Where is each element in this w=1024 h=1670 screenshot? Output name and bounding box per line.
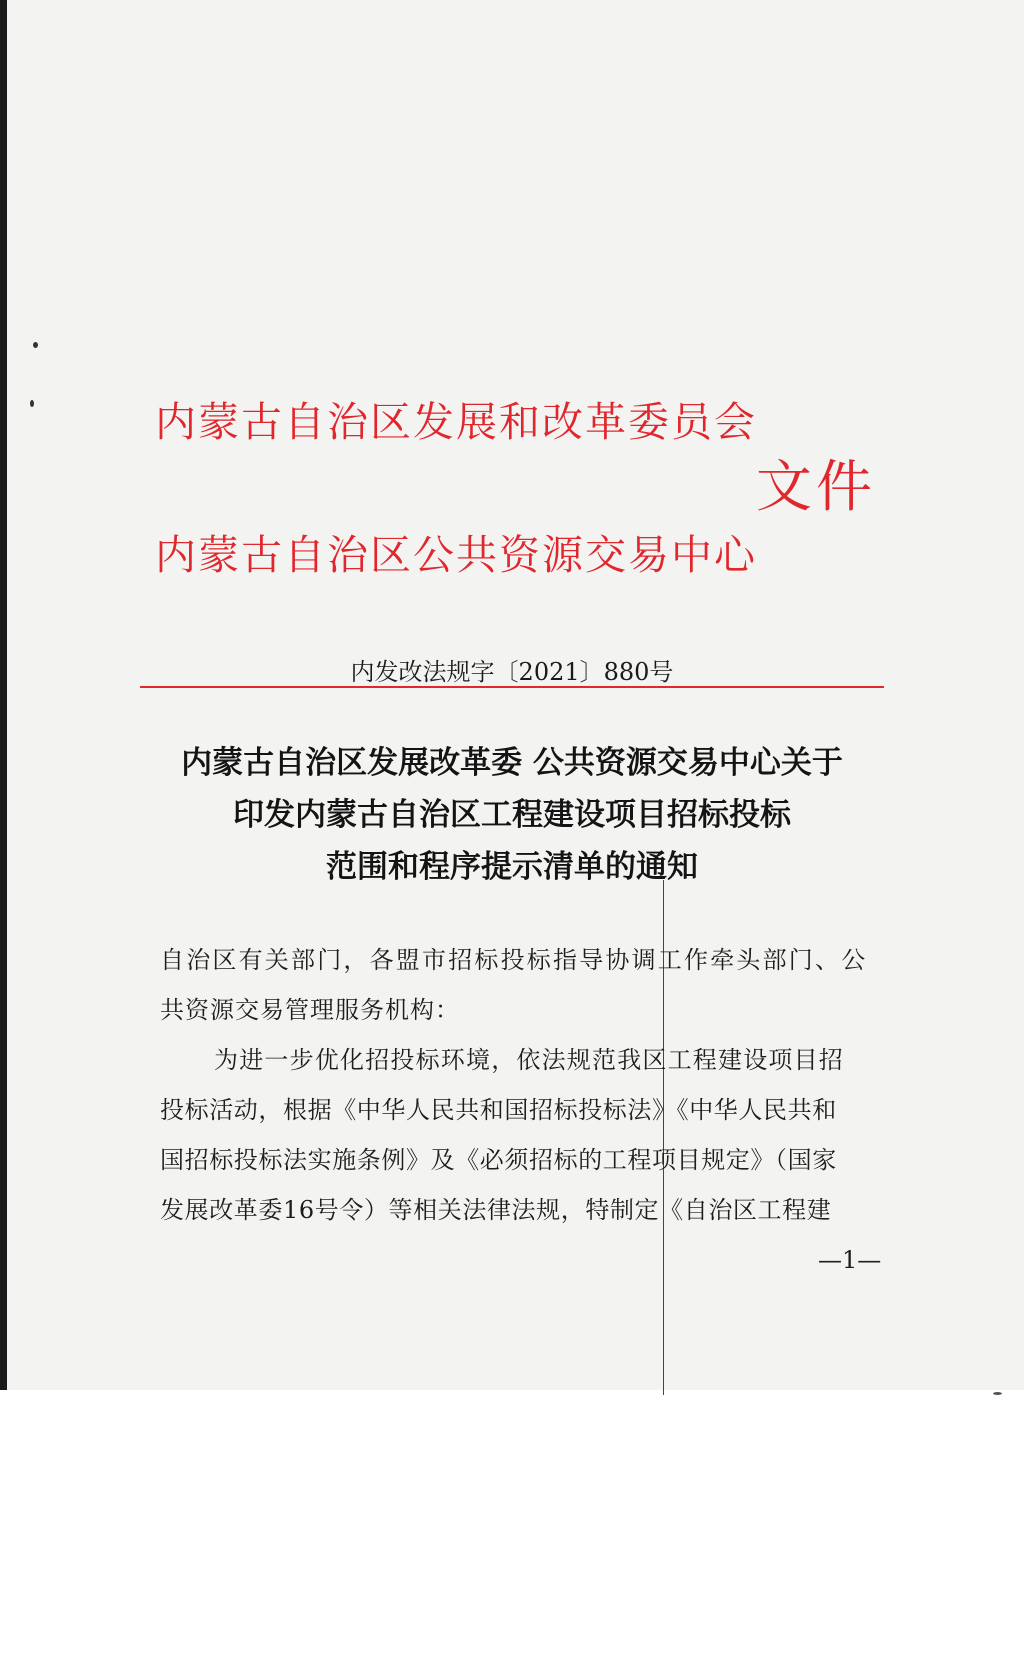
document-label: 文件: [756, 455, 876, 520]
scan-speck: [993, 1392, 1002, 1395]
body-text-line: 国招标投标法实施条例》及《必须招标的工程项目规定》（国家: [160, 1146, 837, 1174]
body-text-line: 为进一步优化招投标环境，依法规范我区工程建设项目招: [214, 1046, 844, 1074]
document-title-line: 内蒙古自治区发展改革委 公共资源交易中心关于: [181, 745, 843, 781]
header-divider: [140, 686, 884, 688]
document-number: 内发改法规字〔2021〕880号: [350, 658, 674, 686]
page-number: —1—: [818, 1246, 882, 1274]
body-text-line: 自治区有关部门，各盟市招标投标指导协调工作牵头部门、公: [160, 946, 868, 974]
issuer-name: 内蒙古自治区发展和改革委员会: [155, 398, 757, 446]
scan-speck: [33, 342, 38, 348]
issuer-name: 内蒙古自治区公共资源交易中心: [155, 531, 757, 579]
body-text-line: 共资源交易管理服务机构：: [160, 996, 460, 1024]
body-text-line: 投标活动，根据《中华人民共和国招标投标法》《中华人民共和: [160, 1096, 837, 1124]
scan-speck: [30, 400, 34, 407]
document-title-line: 范围和程序提示清单的通知: [326, 849, 698, 885]
scan-edge: [0, 0, 7, 1390]
body-text-line: 发展改革委16号令）等相关法律法规，特制定《自治区工程建: [160, 1196, 832, 1224]
document-title-line: 印发内蒙古自治区工程建设项目招标投标: [233, 797, 791, 833]
